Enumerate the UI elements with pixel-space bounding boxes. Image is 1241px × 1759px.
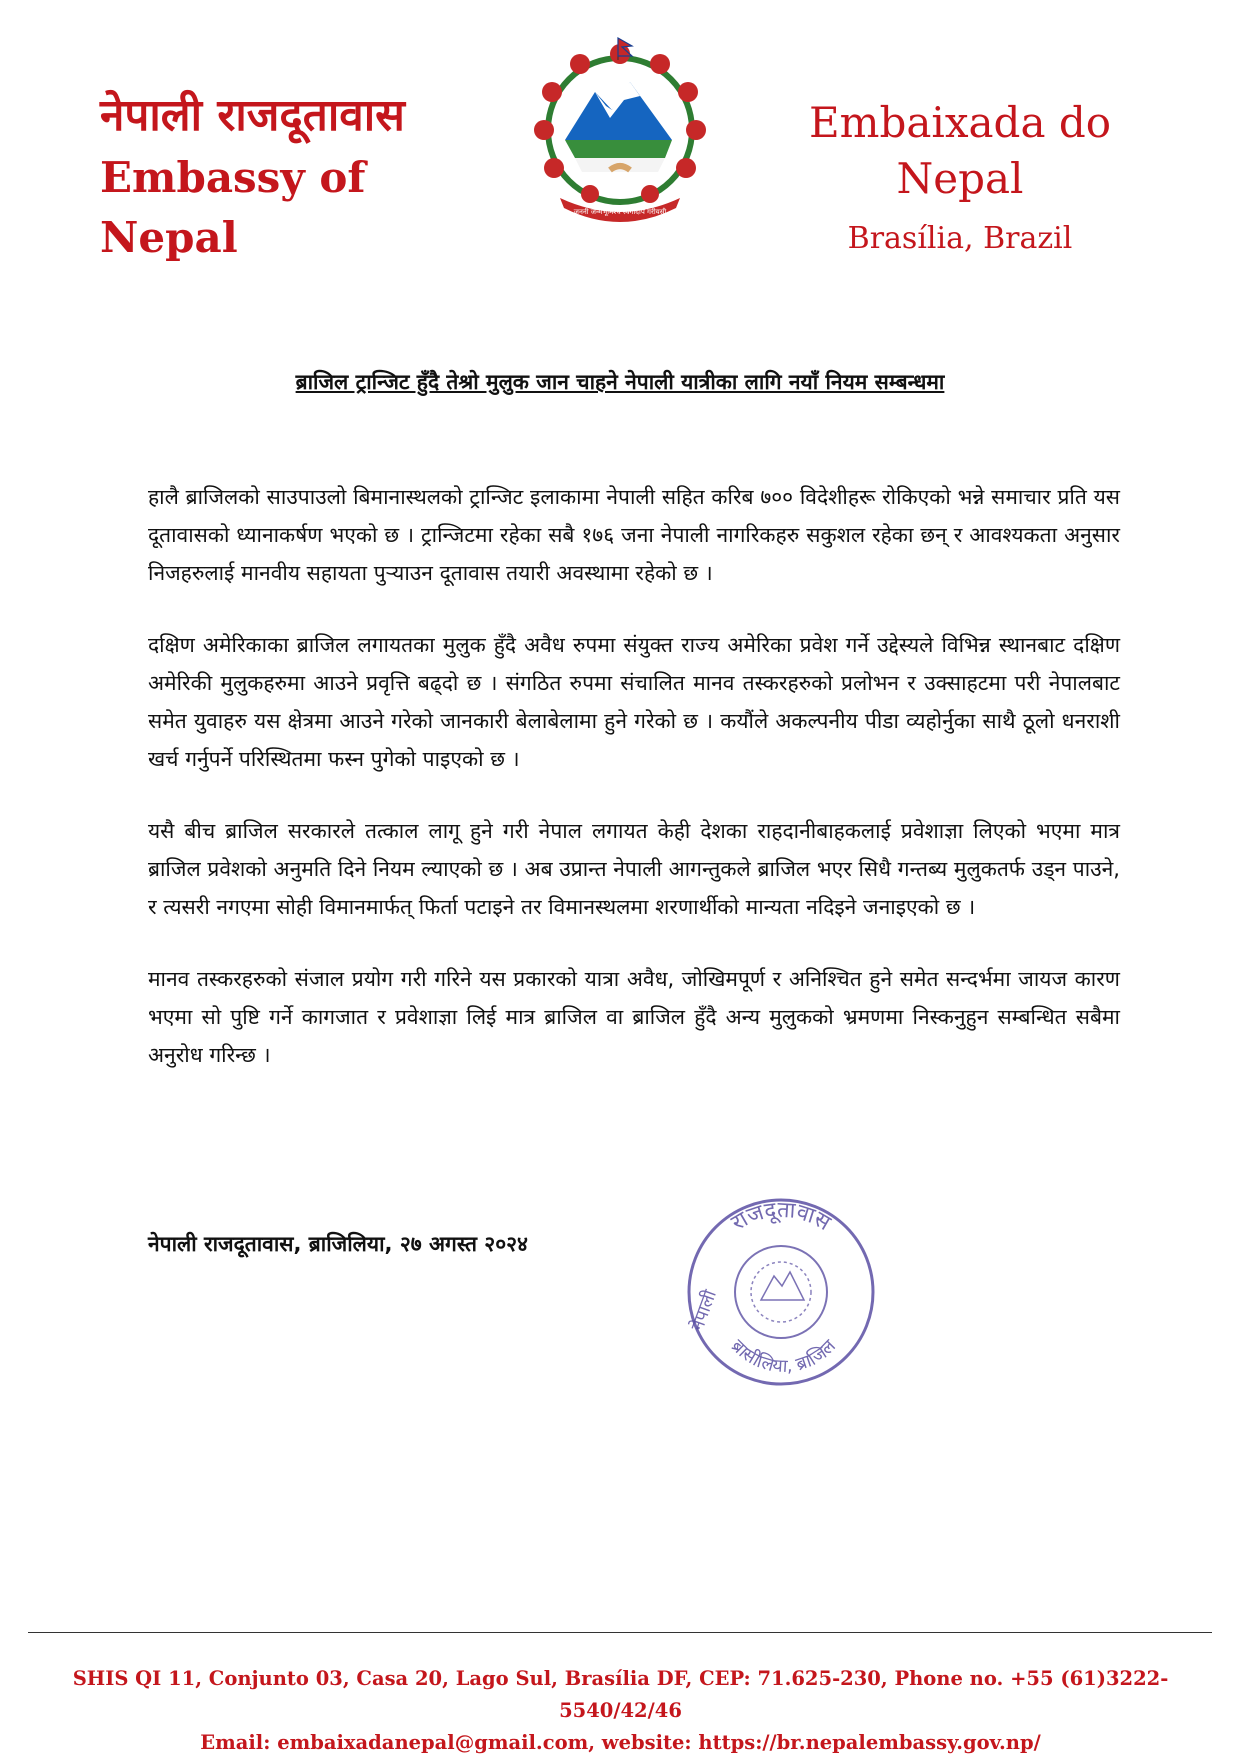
stamp-bottom-text: ब्रासीलिया, ब्राजिल bbox=[726, 1335, 840, 1378]
footer-address: SHIS QI 11, Conjunto 03, Casa 20, Lago Sul, Brasília DF, CEP: 71.625-230, Phone no. +55 (61)3222-5540/42/46 bbox=[72, 1667, 1169, 1722]
paragraph-1: हालै ब्राजिलको साउपाउलो बिमानास्थलको ट्रान्जिट इलाकामा नेपाली सहित करिब ७०० विदेशीहरू रोकिएको भन्ने समाचार प्रति यस दूतावासको ध्यानाकर्षण भएको छ । ट्रान्जिटमा रहेका सबै १७६ जना नेपाली नागरिकहरु सकुशल रहेका छन् र आवश्यकता अनुसार निजहरुलाई मानवीय सहायता पुर्‍याउन दूतावास तयारी अवस्थामा रहेको छ । bbox=[148, 485, 1120, 585]
paragraph-4: मानव तस्करहरुको संजाल प्रयोग गरी गरिने यस प्रकारको यात्रा अवैध, जोखिमपूर्ण र अनिश्चित हुने समेत सन्दर्भमा जायज कारण भएमा सो पुष्टि गर्ने कागजात र प्रवेशाज्ञा लिई मात्र ब्राजिल वा ब्राजिल हुँदै अन्य मुलुकको भ्रमणमा निस्कनुहुन सम्बन्धित सबैमा अनुरोध गरिन्छ । bbox=[148, 967, 1120, 1067]
document-body bbox=[148, 478, 1120, 1108]
signature-line: नेपाली राजदूतावास, ब्राजिलिया, २७ अगस्त २०२४ bbox=[148, 1232, 528, 1256]
footer bbox=[20, 1663, 1221, 1759]
stamp-left-text: नेपाली bbox=[686, 1287, 721, 1334]
svg-text:ब्रासीलिया, ब्राजिल bbox=[727, 1335, 841, 1377]
footer-divider bbox=[28, 1632, 1212, 1633]
footer-contact: Email: embaixadanepal@gmail.com, website: https://br.nepalembassy.gov.np/ bbox=[200, 1731, 1041, 1754]
paragraph-2: दक्षिण अमेरिकाका ब्राजिल लगायतका मुलुक हुँदै अवैध रुपमा संयुक्त राज्य अमेरिका प्रवेश गर्ने उद्देस्यले विभिन्न स्थानबाट दक्षिण अमेरिकी मुलुकहरुमा आउने प्रवृत्ति बढ्दो छ । संगठित रुपमा संचालित मानव तस्करहरुको प्रलोभन र उक्साहटमा परी नेपालबाट समेत युवाहरु यस क्षेत्रमा आउने गरेको जानकारी बेलाबेलामा हुने गरेको छ । कयौंले अकल्पनीय पीडा व्यहोर्नुका साथै ठूलो धनराशी खर्च गर्नुपर्ने परिस्थितमा फस्न पुगेको पाइएको छ । bbox=[148, 633, 1120, 771]
embassy-city: Brasília, Brazil bbox=[847, 221, 1073, 256]
nepal-emblem-icon bbox=[520, 30, 720, 230]
letterhead-right bbox=[740, 95, 1180, 259]
paragraph-3: यसै बीच ब्राजिल सरकारले तत्काल लागू हुने गरी नेपाल लगायत केही देशका राहदानीबाहकलाई प्रवेशाज्ञा लिएको भएमा मात्र ब्राजिल प्रवेशको अनुमति दिने नियम ल्याएको छ । अब उप्रान्त नेपाली आगन्तुकले ब्राजिल भएर सिधै गन्तब्य मुलुकतर्फ उड्न पाउने, र त्यसरी नगएमा सोही विमानमार्फत् फिर्ता पटाइने तर विमानस्थलमा शरणार्थीको मान्यता नदिइने जनाइएको छ । bbox=[148, 819, 1120, 919]
stamp-top-text: राजदूतावास bbox=[727, 1197, 835, 1237]
emblem-motto: जननी जन्मभूमिश्च स्वर्गादपि गरीयसी bbox=[573, 208, 667, 216]
embassy-name-nepali: नेपाली राजदूतावास bbox=[100, 90, 405, 141]
document-title: ब्राजिल ट्रान्जिट हुँदै तेश्रो मुलुक जान चाहने नेपाली यात्रीका लागि नयाँ नियम सम्बन्धमा bbox=[295, 370, 945, 394]
svg-text:राजदूतावास bbox=[727, 1197, 835, 1236]
official-stamp-icon bbox=[676, 1192, 886, 1392]
embassy-name-portuguese: Embaixada do Nepal bbox=[808, 98, 1112, 203]
letterhead-left bbox=[100, 88, 500, 268]
embassy-name-english: Embassy of Nepal bbox=[100, 153, 366, 262]
